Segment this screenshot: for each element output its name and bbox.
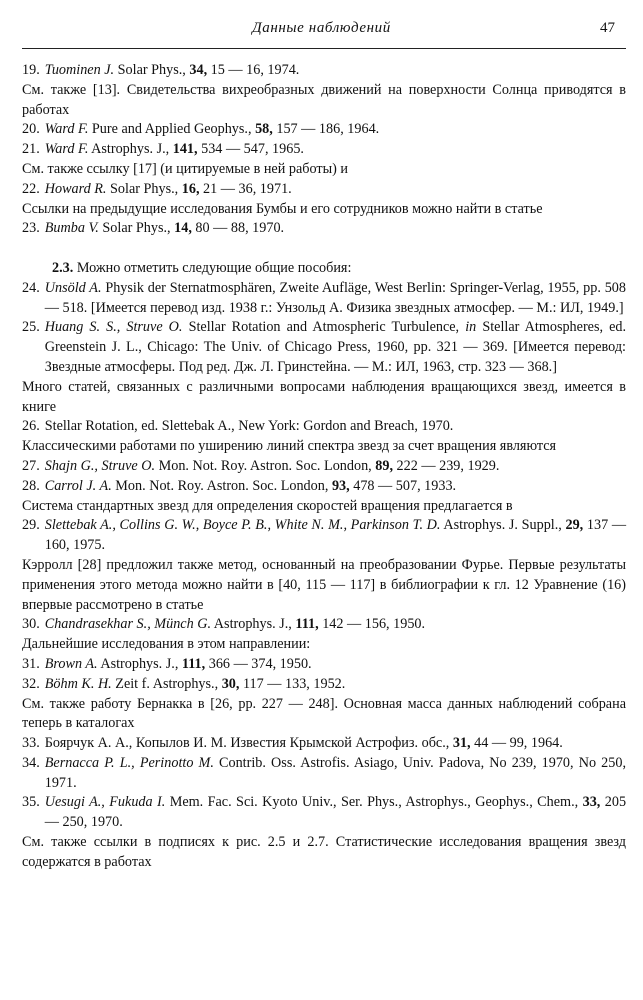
reference-pages: 366 — 374, 1950.	[208, 655, 312, 672]
section-2-3-heading	[22, 259, 626, 279]
reference-text	[45, 120, 626, 140]
reference-text	[45, 477, 626, 497]
reference-source: Astrophys. J.,	[91, 141, 170, 158]
reference-text	[45, 140, 626, 160]
reference-source: Известия Крымской Астрофиз. обс.,	[230, 735, 450, 752]
reference-text	[45, 754, 626, 794]
reference-text	[45, 219, 626, 239]
reference-authors: Ward F.	[44, 121, 89, 138]
reference-authors: Unsöld A.	[44, 279, 102, 296]
reference-number: 30.	[22, 616, 40, 633]
reference-22	[22, 180, 626, 200]
reference-28	[22, 477, 626, 497]
reference-33	[22, 734, 626, 754]
paragraph-fourier-method: Кэрролл [28] предложил также метод, основанный на преобразовании Фурье. Первые результаты применения этого метода можно найти в [40, 115 — 117] в библиографии к гл. 12 Уравнение (16) впервые рассмотрено в статье	[22, 556, 626, 613]
reference-authors: Shajn G., Struve O.	[44, 457, 156, 474]
reference-number: 21.	[22, 141, 40, 158]
reference-pages: 137 — 160, 1975.	[44, 517, 626, 554]
paragraph-see-also-13: См. также [13]. Свидетельства вихреобразных движений на поверхности Солнца приводятся в работах	[22, 81, 626, 118]
reference-text	[45, 615, 626, 635]
paragraph-see-also-17: См. также ссылку [17] (и цитируемые в ней работы) и	[22, 160, 348, 177]
reference-volume: 89,	[375, 457, 393, 474]
reference-source: Astrophys. J.,	[100, 655, 179, 672]
reference-source: Astrophys. J.,	[213, 616, 292, 633]
reference-volume: 111,	[181, 655, 206, 672]
reference-pages: 534 — 547, 1965.	[201, 141, 304, 158]
reference-pages: 44 — 99, 1964.	[474, 735, 563, 752]
reference-source: Solar Phys.,	[110, 180, 179, 197]
reference-authors: Chandrasekhar S., Münch G.	[44, 616, 212, 633]
reference-25	[22, 318, 626, 377]
paragraph-classical-works: Классическими работами по уширению линий спектра звезд за счет вращения являются	[22, 438, 557, 455]
reference-text	[45, 793, 626, 833]
reference-source: Mon. Not. Roy. Astron. Soc. London,	[158, 457, 372, 474]
reference-pages: 157 — 186, 1964.	[276, 121, 380, 138]
reference-source: Zeit f. Astrophys.,	[115, 675, 219, 692]
paragraph-rotating-stars-book: Много статей, связанных с различными вопросами наблюдения вращающихся звезд, имеется в книге	[22, 378, 626, 415]
reference-volume: 34,	[189, 62, 208, 78]
reference-authors: Tuominen J.	[44, 62, 115, 78]
reference-authors: Howard R.	[44, 180, 107, 197]
section-number: 2.3.	[52, 259, 74, 276]
reference-volume: 29,	[565, 517, 584, 534]
reference-source: Astrophys. J. Suppl.,	[443, 517, 562, 534]
reference-number: 35.	[22, 794, 40, 811]
page-number: 47	[600, 20, 615, 36]
reference-26	[22, 417, 626, 437]
reference-number: 27.	[22, 457, 40, 474]
section-text: Можно отметить следующие общие пособия:	[76, 259, 352, 276]
paragraph-statistical-studies: См. также ссылки в подписях к рис. 2.5 и 2.7. Статистические исследования вращения звезд содержатся в работах	[22, 834, 626, 870]
reference-number: 20.	[22, 121, 40, 138]
reference-29	[22, 516, 626, 556]
reference-21	[22, 140, 626, 160]
reference-pages: 117 — 133, 1952.	[242, 675, 346, 692]
running-title: Данные наблюдений	[252, 20, 391, 36]
reference-19	[22, 61, 626, 81]
reference-text	[45, 61, 626, 81]
paragraph-standard-stars: Система стандартных звезд для определения скоростей вращения предлагается в	[22, 497, 513, 514]
reference-authors: Brown A.	[44, 655, 98, 672]
reference-authors: Ward F.	[44, 141, 89, 158]
reference-source: Pure and Applied Geophys.,	[91, 121, 252, 138]
reference-text	[45, 655, 626, 675]
reference-24	[22, 279, 626, 319]
reference-source: Mon. Not. Roy. Astron. Soc. London,	[115, 477, 329, 494]
reference-text	[45, 180, 626, 200]
reference-pages: 205 — 250, 1970.	[44, 794, 627, 831]
reference-32	[22, 675, 626, 695]
reference-text	[45, 279, 626, 319]
reference-authors: Bernacca P. L., Perinotto M.	[44, 754, 214, 771]
page-header	[0, 8, 643, 44]
reference-23	[22, 219, 626, 239]
reference-number: 19.	[22, 62, 40, 78]
reference-text	[45, 516, 626, 556]
reference-number: 25.	[22, 319, 40, 336]
reference-number: 31.	[22, 655, 40, 672]
reference-volume: 30,	[221, 675, 240, 692]
reference-volume: 14,	[174, 220, 192, 237]
reference-text	[45, 675, 626, 695]
reference-volume: 33,	[582, 794, 601, 811]
reference-body: Contrib. Oss. Astrofis. Asiago, Univ. Padova, No 239, 1970, No 250, 1971.	[44, 754, 626, 791]
reference-number: 23.	[22, 220, 40, 237]
reference-34	[22, 754, 626, 794]
reference-volume: 141,	[172, 141, 198, 158]
reference-authors: Bumba V.	[44, 220, 99, 237]
paragraph-bumba-references: Ссылки на предыдущие исследования Бумбы и его сотрудников можно найти в статье	[22, 200, 543, 217]
reference-pages: 222 — 239, 1929.	[396, 457, 500, 474]
page-body	[22, 61, 626, 873]
reference-text	[45, 734, 626, 754]
reference-volume: 93,	[331, 477, 350, 494]
section-spacer	[22, 239, 626, 259]
reference-pages: 80 — 88, 1970.	[195, 220, 285, 237]
reference-volume: 58,	[255, 121, 273, 138]
reference-text	[45, 457, 626, 477]
reference-volume: 111,	[295, 616, 319, 633]
reference-number: 32.	[22, 675, 40, 692]
reference-volume: 16,	[181, 180, 200, 197]
reference-number: 28.	[22, 477, 40, 494]
reference-pages: 142 — 156, 1950.	[322, 616, 426, 633]
reference-authors: Боярчук А. А., Копылов И. М.	[44, 735, 227, 752]
reference-body: Physik der Sternatmosphären, Zweite Aufläge, West Berlin: Springer-Verlag, 1955, pp. 508 — 518. [Имеется перевод изд. 1938 г.: Унзольд А. Физика звездных атмосфер. — М.: ИЛ, 1949.]	[44, 279, 626, 316]
reference-title: Stellar Rotation and Atmospheric Turbulence,	[188, 319, 460, 336]
reference-pages: 21 — 36, 1971.	[203, 180, 292, 197]
reference-27	[22, 457, 626, 477]
reference-31	[22, 655, 626, 675]
reference-source: Mem. Fac. Sci. Kyoto Univ., Ser. Phys., Astrophys., Geophys., Chem.,	[169, 794, 579, 811]
reference-pages: 15 — 16, 1974.	[210, 62, 300, 78]
reference-20	[22, 120, 626, 140]
reference-number: 22.	[22, 180, 40, 197]
reference-body: Stellar Atmospheres, ed. Greenstein J. L., Chicago: The Univ. of Chicago Press, 1960, pp. 321 — 369. [Имеется перевод: Звездные атмосферы. Под ред. Дж. Л. Гринстейна. — М.: ИЛ, 1963, стр. 323 — 368.]	[44, 319, 627, 375]
reference-authors: Huang S. S., Struve O.	[44, 319, 183, 336]
paragraph-bernacca-catalogs: См. также работу Бернакка в [26, pp. 227 — 248]. Основная масса данных наблюдений собрана теперь в каталогах	[22, 695, 626, 732]
reference-authors: Carrol J. A.	[44, 477, 112, 494]
reference-authors: Uesugi A., Fukuda I.	[44, 794, 166, 811]
reference-source: Solar Phys.,	[102, 220, 171, 237]
reference-number: 24.	[22, 279, 40, 296]
reference-number: 29.	[22, 517, 40, 534]
reference-authors: Böhm K. H.	[44, 675, 112, 692]
reference-text	[45, 318, 626, 377]
reference-pages: 478 — 507, 1933.	[353, 477, 457, 494]
reference-authors: Slettebak A., Collins G. W., Boyce P. B., White N. M., Parkinson T. D.	[44, 517, 441, 534]
header-rule	[22, 48, 626, 49]
reference-number: 34.	[22, 754, 40, 771]
paragraph-further-research: Дальнейшие исследования в этом направлении:	[22, 636, 311, 653]
reference-35	[22, 793, 626, 833]
reference-volume: 31,	[452, 735, 471, 752]
reference-30	[22, 615, 626, 635]
reference-source: Solar Phys.,	[117, 62, 186, 78]
reference-number: 33.	[22, 735, 40, 752]
reference-number: 26.	[22, 418, 40, 435]
reference-body: Stellar Rotation, ed. Slettebak A., New York: Gordon and Breach, 1970.	[44, 418, 454, 435]
reference-in: in	[465, 319, 477, 336]
